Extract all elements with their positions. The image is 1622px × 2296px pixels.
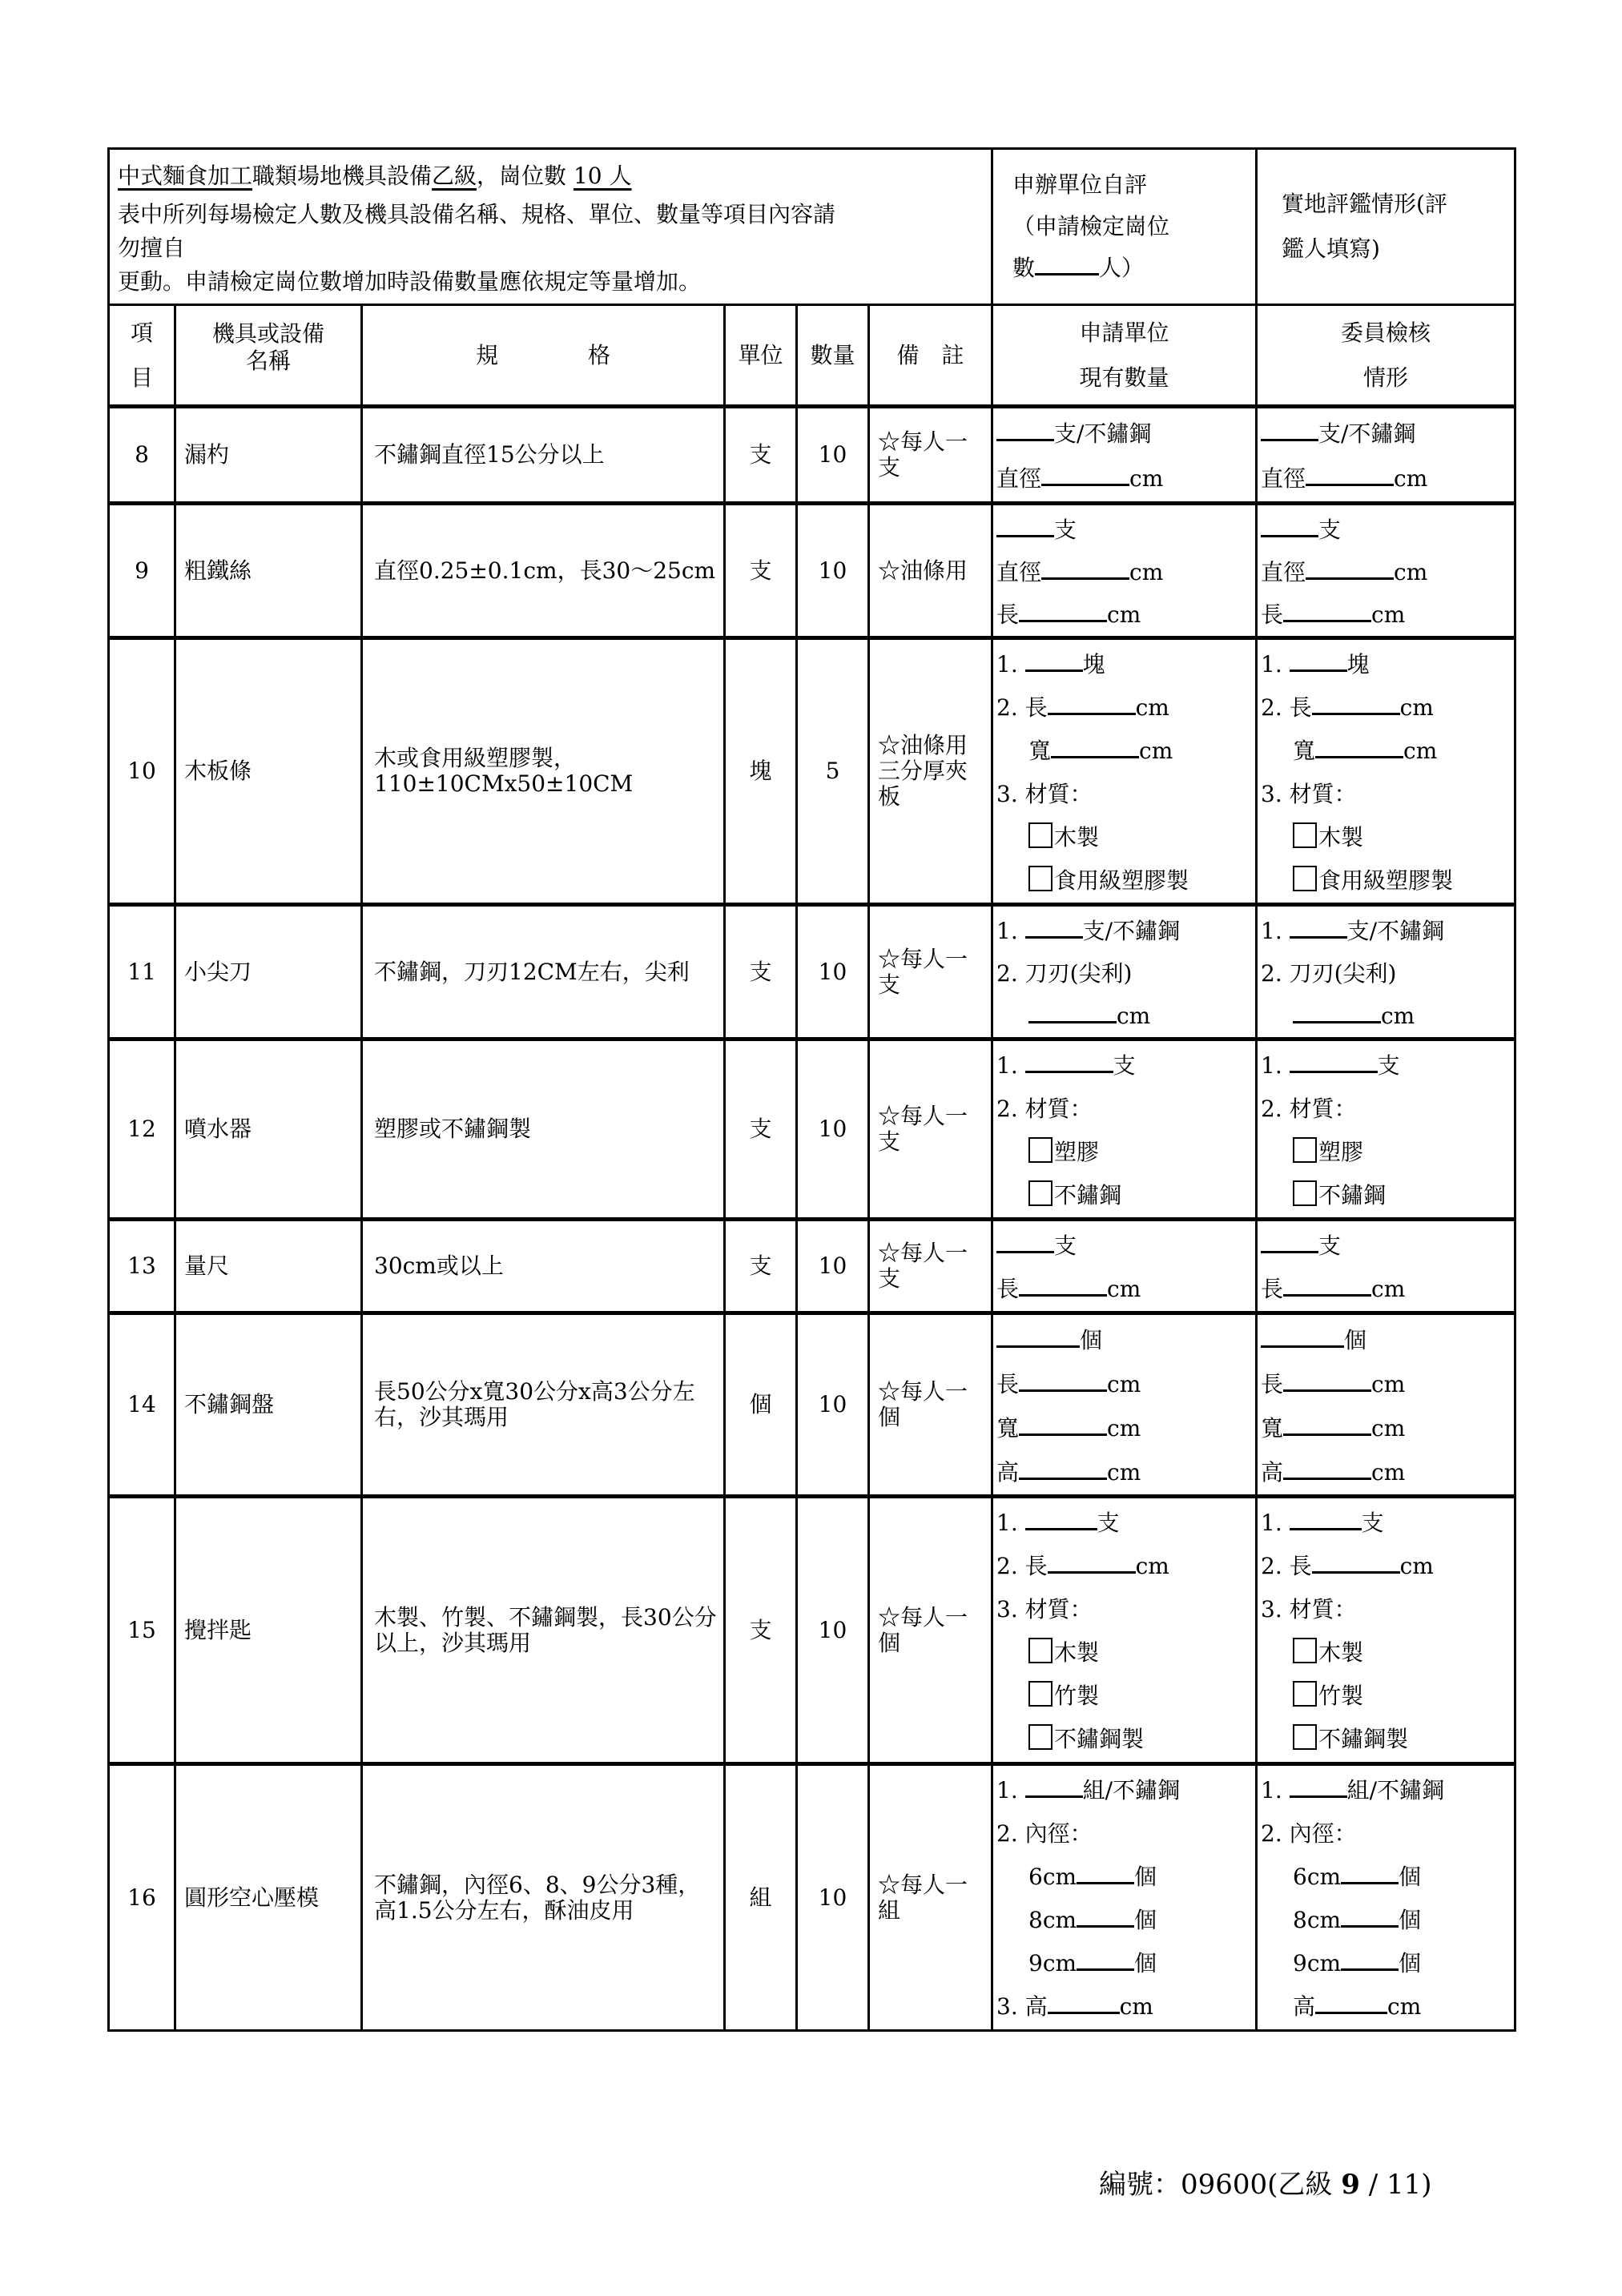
fill-blank[interactable] [1283,1275,1371,1297]
page-footer: 編號：09600(乙級 9 / 11) [1099,2169,1432,2201]
equipment-remark: ☆每人一支 [869,1039,992,1220]
fill-blank[interactable] [1283,1458,1371,1480]
fill-blank[interactable] [1041,558,1129,580]
table-row [109,504,1515,638]
committee-check-cell [1257,1497,1515,1764]
col-applicant: 申請單位 現有數量 [992,305,1257,407]
check-line: 2. 長 cm [996,694,1169,721]
check-line: 支 [1261,1224,1511,1268]
check-line: 木製 [1261,816,1511,859]
committee-check-cell [1257,638,1515,905]
equipment-name: 小尖刀 [175,905,362,1039]
equipment-spec: 長50公分x寬30公分x高3公分左右，沙其瑪用 [362,1313,725,1497]
equipment-remark: ☆每人一支 [869,1220,992,1313]
check-line: 1. 支 [996,1510,1120,1536]
check-line: 1. 支 [1261,1052,1400,1079]
item-number: 11 [109,905,175,1039]
check-line: 木製 [996,1631,1252,1675]
equipment-name: 攪拌匙 [175,1497,362,1764]
checkbox[interactable] [1028,1180,1052,1206]
equipment-spec: 木或食用級塑膠製，110±10CMx50±10CM [362,638,725,905]
fill-blank[interactable] [1306,558,1394,580]
check-line: 不鏽鋼 [1261,1174,1511,1217]
note-line-2: 勿擅自 [118,235,186,261]
fill-blank[interactable] [1051,737,1139,758]
item-number: 10 [109,638,175,905]
equipment-remark: ☆每人一支 [869,407,992,504]
equipment-spec: 不鏽鋼，內徑6、8、9公分3種，高1.5公分左右，酥油皮用 [362,1764,725,2031]
equipment-name: 漏杓 [175,407,362,504]
equipment-unit: 支 [725,1497,797,1764]
equipment-spec: 直徑0.25±0.1cm，長30～25cm [362,504,725,638]
col-name: 機具或設備 名稱 [175,305,362,407]
check-line: 高 cm [1293,1993,1422,2020]
fill-blank[interactable] [1283,601,1371,622]
check-line: 塑膠 [1261,1131,1511,1174]
check-line: 寬 cm [996,1415,1141,1442]
equipment-spec: 塑膠或不鏽鋼製 [362,1039,725,1220]
form-title: 中式麵食加工職類場地機具設備乙級，崗位數 10 人 [118,163,632,189]
applicant-check-cell [992,1220,1257,1313]
fill-blank[interactable] [1019,1458,1107,1480]
check-line: 不鏽鋼製 [1261,1718,1511,1761]
item-number: 8 [109,407,175,504]
check-line: 竹製 [996,1675,1252,1718]
check-line: 2. 材質： [996,1096,1093,1122]
applicant-check-cell [992,504,1257,638]
fill-blank[interactable] [996,420,1054,441]
equipment-remark: ☆每人一支 [869,905,992,1039]
fill-blank[interactable] [1025,1509,1097,1530]
committee-check-cell [1257,1220,1515,1313]
applicant-check-cell [992,407,1257,504]
equipment-spec: 不鏽鋼，刀刃12CM左右，尖利 [362,905,725,1039]
column-header-row [109,305,1515,407]
check-line: 長 cm [1261,1371,1406,1397]
check-line: 9cm 個 [1028,1950,1157,1976]
equipment-name: 噴水器 [175,1039,362,1220]
check-line: 3. 材質： [996,781,1093,807]
checkbox[interactable] [1293,1137,1317,1163]
fill-blank[interactable] [1312,1552,1400,1574]
col-committee: 委員檢核 情形 [1257,305,1515,407]
fill-blank[interactable] [1261,1326,1344,1348]
equipment-name: 不鏽鋼盤 [175,1313,362,1497]
check-line: 高 cm [996,1459,1141,1486]
equipment-qty: 10 [797,504,869,638]
committee-check-cell [1257,905,1515,1039]
item-number: 16 [109,1764,175,2031]
fill-blank[interactable] [1019,601,1107,622]
item-number: 12 [109,1039,175,1220]
check-line: 2. 內徑： [1261,1820,1357,1847]
check-line: 2. 材質： [1261,1096,1357,1122]
committee-check-cell [1257,407,1515,504]
fill-blank[interactable] [1312,694,1400,715]
check-line: 直徑 cm [1261,559,1428,585]
fill-blank[interactable] [1290,917,1347,939]
equipment-remark: ☆每人一組 [869,1764,992,2031]
check-line: 1. 支/不鏽鋼 [1261,918,1445,944]
check-line: 寬 cm [1293,738,1438,764]
fill-blank[interactable] [1293,1002,1381,1023]
fill-blank[interactable] [996,1232,1054,1253]
fill-blank[interactable] [1290,1509,1362,1530]
fill-blank[interactable] [1025,1776,1083,1798]
fill-blank[interactable] [1019,1370,1107,1392]
checkbox[interactable] [1028,1724,1052,1750]
check-line: 3. 高 cm [996,1993,1153,2020]
check-line: 8cm 個 [1293,1907,1422,1933]
item-number: 13 [109,1220,175,1313]
table-row [109,905,1515,1039]
check-line: 寬 cm [1028,738,1173,764]
equipment-unit: 組 [725,1764,797,2031]
checkbox[interactable] [1293,1681,1317,1707]
check-line: 1. 塊 [1261,651,1370,678]
fill-blank[interactable] [1025,917,1083,939]
fill-blank[interactable] [996,1326,1080,1348]
check-line: 長 cm [996,601,1141,628]
check-line: 1. 組/不鏽鋼 [1261,1777,1445,1803]
check-line: 2. 長 cm [996,1553,1169,1579]
table-row [109,1764,1515,2031]
checkbox[interactable] [1028,1137,1052,1163]
col-remark: 備 註 [869,305,992,407]
fill-blank[interactable] [1041,464,1129,486]
equipment-spec: 30cm或以上 [362,1220,725,1313]
fill-blank[interactable] [1341,1863,1399,1884]
check-line: 3. 材質： [996,1596,1093,1622]
applicant-check-cell [992,638,1257,905]
committee-check-cell [1257,1313,1515,1497]
fill-blank[interactable] [1290,650,1347,672]
equipment-unit: 支 [725,905,797,1039]
check-line: 不鏽鋼 [996,1174,1252,1217]
check-line: 竹製 [1261,1675,1511,1718]
fill-blank[interactable] [1290,1051,1378,1073]
onsite-eval-header: 實地評鑑情形(評 鑑人填寫) [1257,149,1515,305]
applicant-check-cell [992,1313,1257,1497]
table-row [109,1220,1515,1313]
fill-blank[interactable] [1048,1992,1120,2014]
committee-check-cell [1257,504,1515,638]
check-line: 食用級塑膠製 [1261,859,1511,903]
fill-blank[interactable] [1077,1906,1134,1928]
applicant-check-cell [992,905,1257,1039]
check-line: 支/不鏽鋼 [996,412,1252,456]
checkbox[interactable] [1028,866,1052,891]
equipment-name: 木板條 [175,638,362,905]
check-line: cm [1261,995,1511,1037]
checkbox[interactable] [1028,1638,1052,1663]
fill-blank[interactable] [1283,1414,1371,1436]
check-line: 食用級塑膠製 [996,859,1252,903]
item-number: 14 [109,1313,175,1497]
table-row [109,1039,1515,1220]
item-number: 9 [109,504,175,638]
check-line: 1. 塊 [996,651,1105,678]
col-spec: 規 格 [362,305,725,407]
applicant-check-cell [992,1764,1257,2031]
checkbox[interactable] [1293,866,1317,891]
fill-blank[interactable] [1315,737,1403,758]
col-item: 項 目 [109,305,175,407]
check-line: 支 [996,509,1252,551]
check-line: 長 cm [996,1276,1141,1302]
check-line: 支 [1261,509,1511,551]
check-line: 直徑 cm [996,465,1164,492]
fill-blank[interactable] [1261,1232,1318,1253]
checkbox[interactable] [1293,1638,1317,1663]
applicant-check-cell [992,1497,1257,1764]
checkbox[interactable] [1293,822,1317,848]
equipment-unit: 個 [725,1313,797,1497]
check-line: 9cm 個 [1293,1950,1422,1976]
post-count-field[interactable] [1035,254,1099,275]
checkbox[interactable] [1293,1724,1317,1750]
equipment-remark: ☆油條用三分厚夾板 [869,638,992,905]
fill-blank[interactable] [1261,420,1318,441]
check-line: 1. 支 [1261,1510,1384,1536]
item-number: 15 [109,1497,175,1764]
check-line: 長 cm [1261,1276,1406,1302]
table-row [109,407,1515,504]
equipment-qty: 10 [797,905,869,1039]
equipment-remark: ☆油條用 [869,504,992,638]
equipment-name: 粗鐵絲 [175,504,362,638]
self-eval-header: 申辦單位自評 （申請檢定崗位 數 人） [992,149,1257,305]
table-row [109,1313,1515,1497]
check-line: 支/不鏽鋼 [1261,412,1511,456]
equipment-spec: 木製、竹製、不鏽鋼製，長30公分以上，沙其瑪用 [362,1497,725,1764]
check-line: 6cm 個 [1293,1864,1422,1890]
check-line: 1. 支/不鏽鋼 [996,918,1181,944]
equipment-qty: 10 [797,1313,869,1497]
checkbox[interactable] [1028,822,1052,848]
form-title-cell [109,149,992,305]
equipment-name: 量尺 [175,1220,362,1313]
col-unit: 單位 [725,305,797,407]
fill-blank[interactable] [996,516,1054,537]
equipment-unit: 支 [725,1039,797,1220]
fill-blank[interactable] [1048,694,1136,715]
equipment-qty: 10 [797,1764,869,2031]
check-line: 塑膠 [996,1131,1252,1174]
check-line: 1. 組/不鏽鋼 [996,1777,1181,1803]
fill-blank[interactable] [1341,1906,1399,1928]
check-line: 2. 長 cm [1261,1553,1434,1579]
fill-blank[interactable] [1025,1051,1113,1073]
check-line: 1. 支 [996,1052,1136,1079]
equipment-name: 圓形空心壓模 [175,1764,362,2031]
check-line: 木製 [1261,1631,1511,1675]
check-line: 長 cm [1261,601,1406,628]
equipment-unit: 支 [725,504,797,638]
equipment-qty: 10 [797,1220,869,1313]
fill-blank[interactable] [1019,1414,1107,1436]
fill-blank[interactable] [1306,464,1394,486]
check-line: 高 cm [1261,1459,1406,1486]
fill-blank[interactable] [1290,1776,1347,1798]
equipment-qty: 10 [797,1497,869,1764]
equipment-qty: 5 [797,638,869,905]
equipment-table [107,147,1516,2032]
checkbox[interactable] [1028,1681,1052,1707]
fill-blank[interactable] [1077,1863,1134,1884]
note-line-3: 更動。申請檢定崗位數增加時設備數量應依規定等量增加。 [118,268,702,295]
equipment-unit: 塊 [725,638,797,905]
equipment-qty: 10 [797,407,869,504]
check-line: 8cm 個 [1028,1907,1157,1933]
check-line: 3. 材質： [1261,781,1357,807]
check-line: 2. 長 cm [1261,694,1434,721]
col-qty: 數量 [797,305,869,407]
fill-blank[interactable] [1028,1002,1117,1023]
check-line: 3. 材質： [1261,1596,1357,1622]
check-line: 2. 刀刃(尖利) [996,960,1133,987]
fill-blank[interactable] [1025,650,1083,672]
equipment-spec: 不鏽鋼直徑15公分以上 [362,407,725,504]
check-line: 寬 cm [1261,1415,1406,1442]
check-line: 6cm 個 [1028,1864,1157,1890]
equipment-unit: 支 [725,1220,797,1313]
equipment-remark: ☆每人一個 [869,1497,992,1764]
applicant-check-cell [992,1039,1257,1220]
equipment-qty: 10 [797,1039,869,1220]
checkbox[interactable] [1293,1180,1317,1206]
check-line: 2. 內徑： [996,1820,1093,1847]
fill-blank[interactable] [1077,1949,1134,1971]
fill-blank[interactable] [1261,516,1318,537]
check-line: 不鏽鋼製 [996,1718,1252,1761]
check-line: cm [996,995,1252,1037]
note-line-1: 表中所列每場檢定人數及機具設備名稱、規格、單位、數量等項目內容請 [118,201,836,227]
committee-check-cell [1257,1039,1515,1220]
check-line: 長 cm [996,1371,1141,1397]
check-line: 支 [996,1224,1252,1268]
fill-blank[interactable] [1341,1949,1399,1971]
committee-check-cell [1257,1764,1515,2031]
fill-blank[interactable] [1019,1275,1107,1297]
page-number: 9 [1341,2169,1360,2201]
check-line: 直徑 cm [1261,465,1428,492]
table-row [109,638,1515,905]
fill-blank[interactable] [1283,1370,1371,1392]
equipment-remark: ☆每人一個 [869,1313,992,1497]
check-line: 個 [996,1318,1252,1362]
fill-blank[interactable] [1315,1992,1387,2014]
check-line: 木製 [996,816,1252,859]
header-row [109,149,1515,305]
check-line: 直徑 cm [996,559,1164,585]
fill-blank[interactable] [1048,1552,1136,1574]
check-line: 個 [1261,1318,1511,1362]
equipment-unit: 支 [725,407,797,504]
check-line: 2. 刀刃(尖利) [1261,960,1397,987]
table-row [109,1497,1515,1764]
